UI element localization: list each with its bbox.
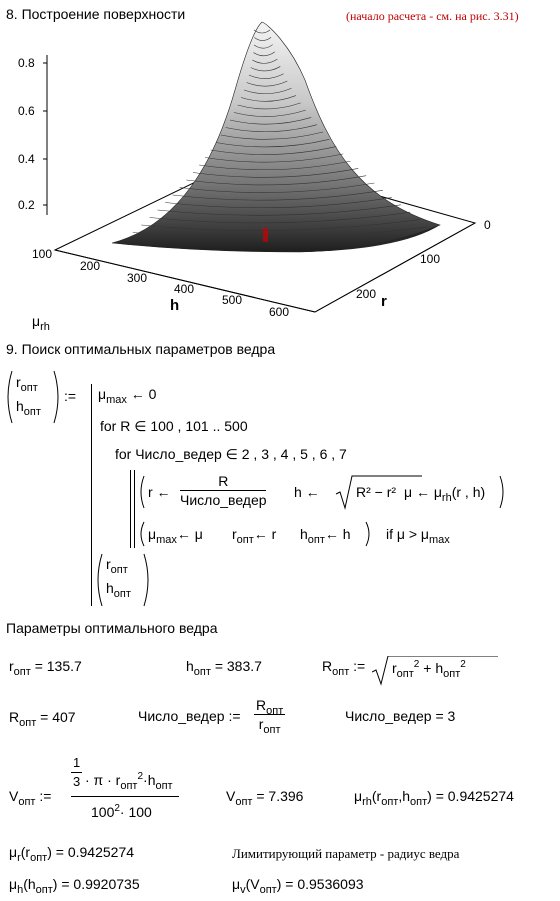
define-operator: :=	[64, 388, 77, 404]
h-axis-label: h	[170, 297, 180, 314]
section-8-title: 8. Построение поверхности	[6, 6, 186, 22]
h-tick: 300	[127, 271, 148, 285]
z-tick: 0.4	[18, 152, 35, 166]
mu-r-result: $\mu_r(r_{опт}) = 0.9425274$	[9, 844, 135, 864]
surface-plot[interactable]	[0, 16, 560, 336]
R-opt-result: $R_{опт} = 407$	[9, 709, 76, 729]
reference-note: (начало расчета - см. на рис. 3.31)	[346, 9, 519, 23]
r-axis-label: r	[381, 293, 387, 310]
h-tick: 200	[80, 259, 101, 273]
z-tick: 0.2	[18, 198, 35, 212]
z-ticks	[18, 56, 47, 212]
h-opt-result: $h_{опт} = 383.7$	[186, 658, 262, 678]
mu-v-result: $\mu_v(V_{опт}) = 0.9536093$	[232, 876, 364, 896]
return-vector: $r_{опт}$ $h_{опт}$	[94, 552, 152, 608]
h-tick: 100	[32, 247, 53, 261]
program-line-for-count: for Число_ведер ∈ 2 , 3 , 4 , 5 , 6 , 7	[115, 446, 347, 462]
limiting-parameter-note: Лимитирующий параметр - радиус ведра	[232, 846, 460, 861]
h-tick: 400	[174, 282, 195, 296]
results-header: Параметры оптимального ведра	[6, 620, 218, 636]
h-tick: 600	[269, 305, 290, 319]
program-line-init: $\mu_{max}$ ← 0	[98, 386, 157, 406]
section-9-title: 9. Поиск оптимальных параметров ведра	[6, 341, 276, 357]
mu-rh-result: $\mu_{rh}(r_{опт},h_{опт}) = 0.9425274$	[354, 788, 514, 808]
output-vector: $r_{опт}$ $h_{опт}$	[4, 368, 62, 426]
r-tick: 200	[356, 287, 377, 301]
r-opt-result: $r_{опт} = 135.7$	[9, 658, 82, 678]
program-line-for-r: for R ∈ 100 , 101 .. 500	[100, 418, 248, 434]
r-tick: 100	[420, 252, 441, 266]
optimum-marker	[263, 228, 268, 242]
program-bar	[91, 384, 92, 606]
V-opt-definition: $V_{опт}$ := $\frac{1}{3}$ · $\pi \cdot r_{опт}^2\cdot h_{опт}$ $100^2\cdot 100$	[9, 752, 189, 824]
h-tick: 500	[222, 293, 243, 307]
R-opt-definition: $R_{опт}$ := $r_{опт}^2 + h_{опт}^2$	[322, 656, 498, 686]
mu-h-result: $\mu_h(h_{опт}) = 0.9920735$	[9, 876, 140, 896]
z-axis-label: $\mu_{rh}$	[32, 313, 50, 333]
inner-bar-2	[134, 470, 135, 548]
V-opt-result: $V_{опт} = 7.396$	[226, 788, 304, 808]
inner-bar	[130, 470, 131, 548]
count-result: Число_ведер = 3	[345, 708, 456, 724]
z-tick: 0.8	[18, 56, 35, 70]
r-tick: 0	[484, 218, 491, 232]
z-tick: 0.6	[18, 104, 35, 118]
